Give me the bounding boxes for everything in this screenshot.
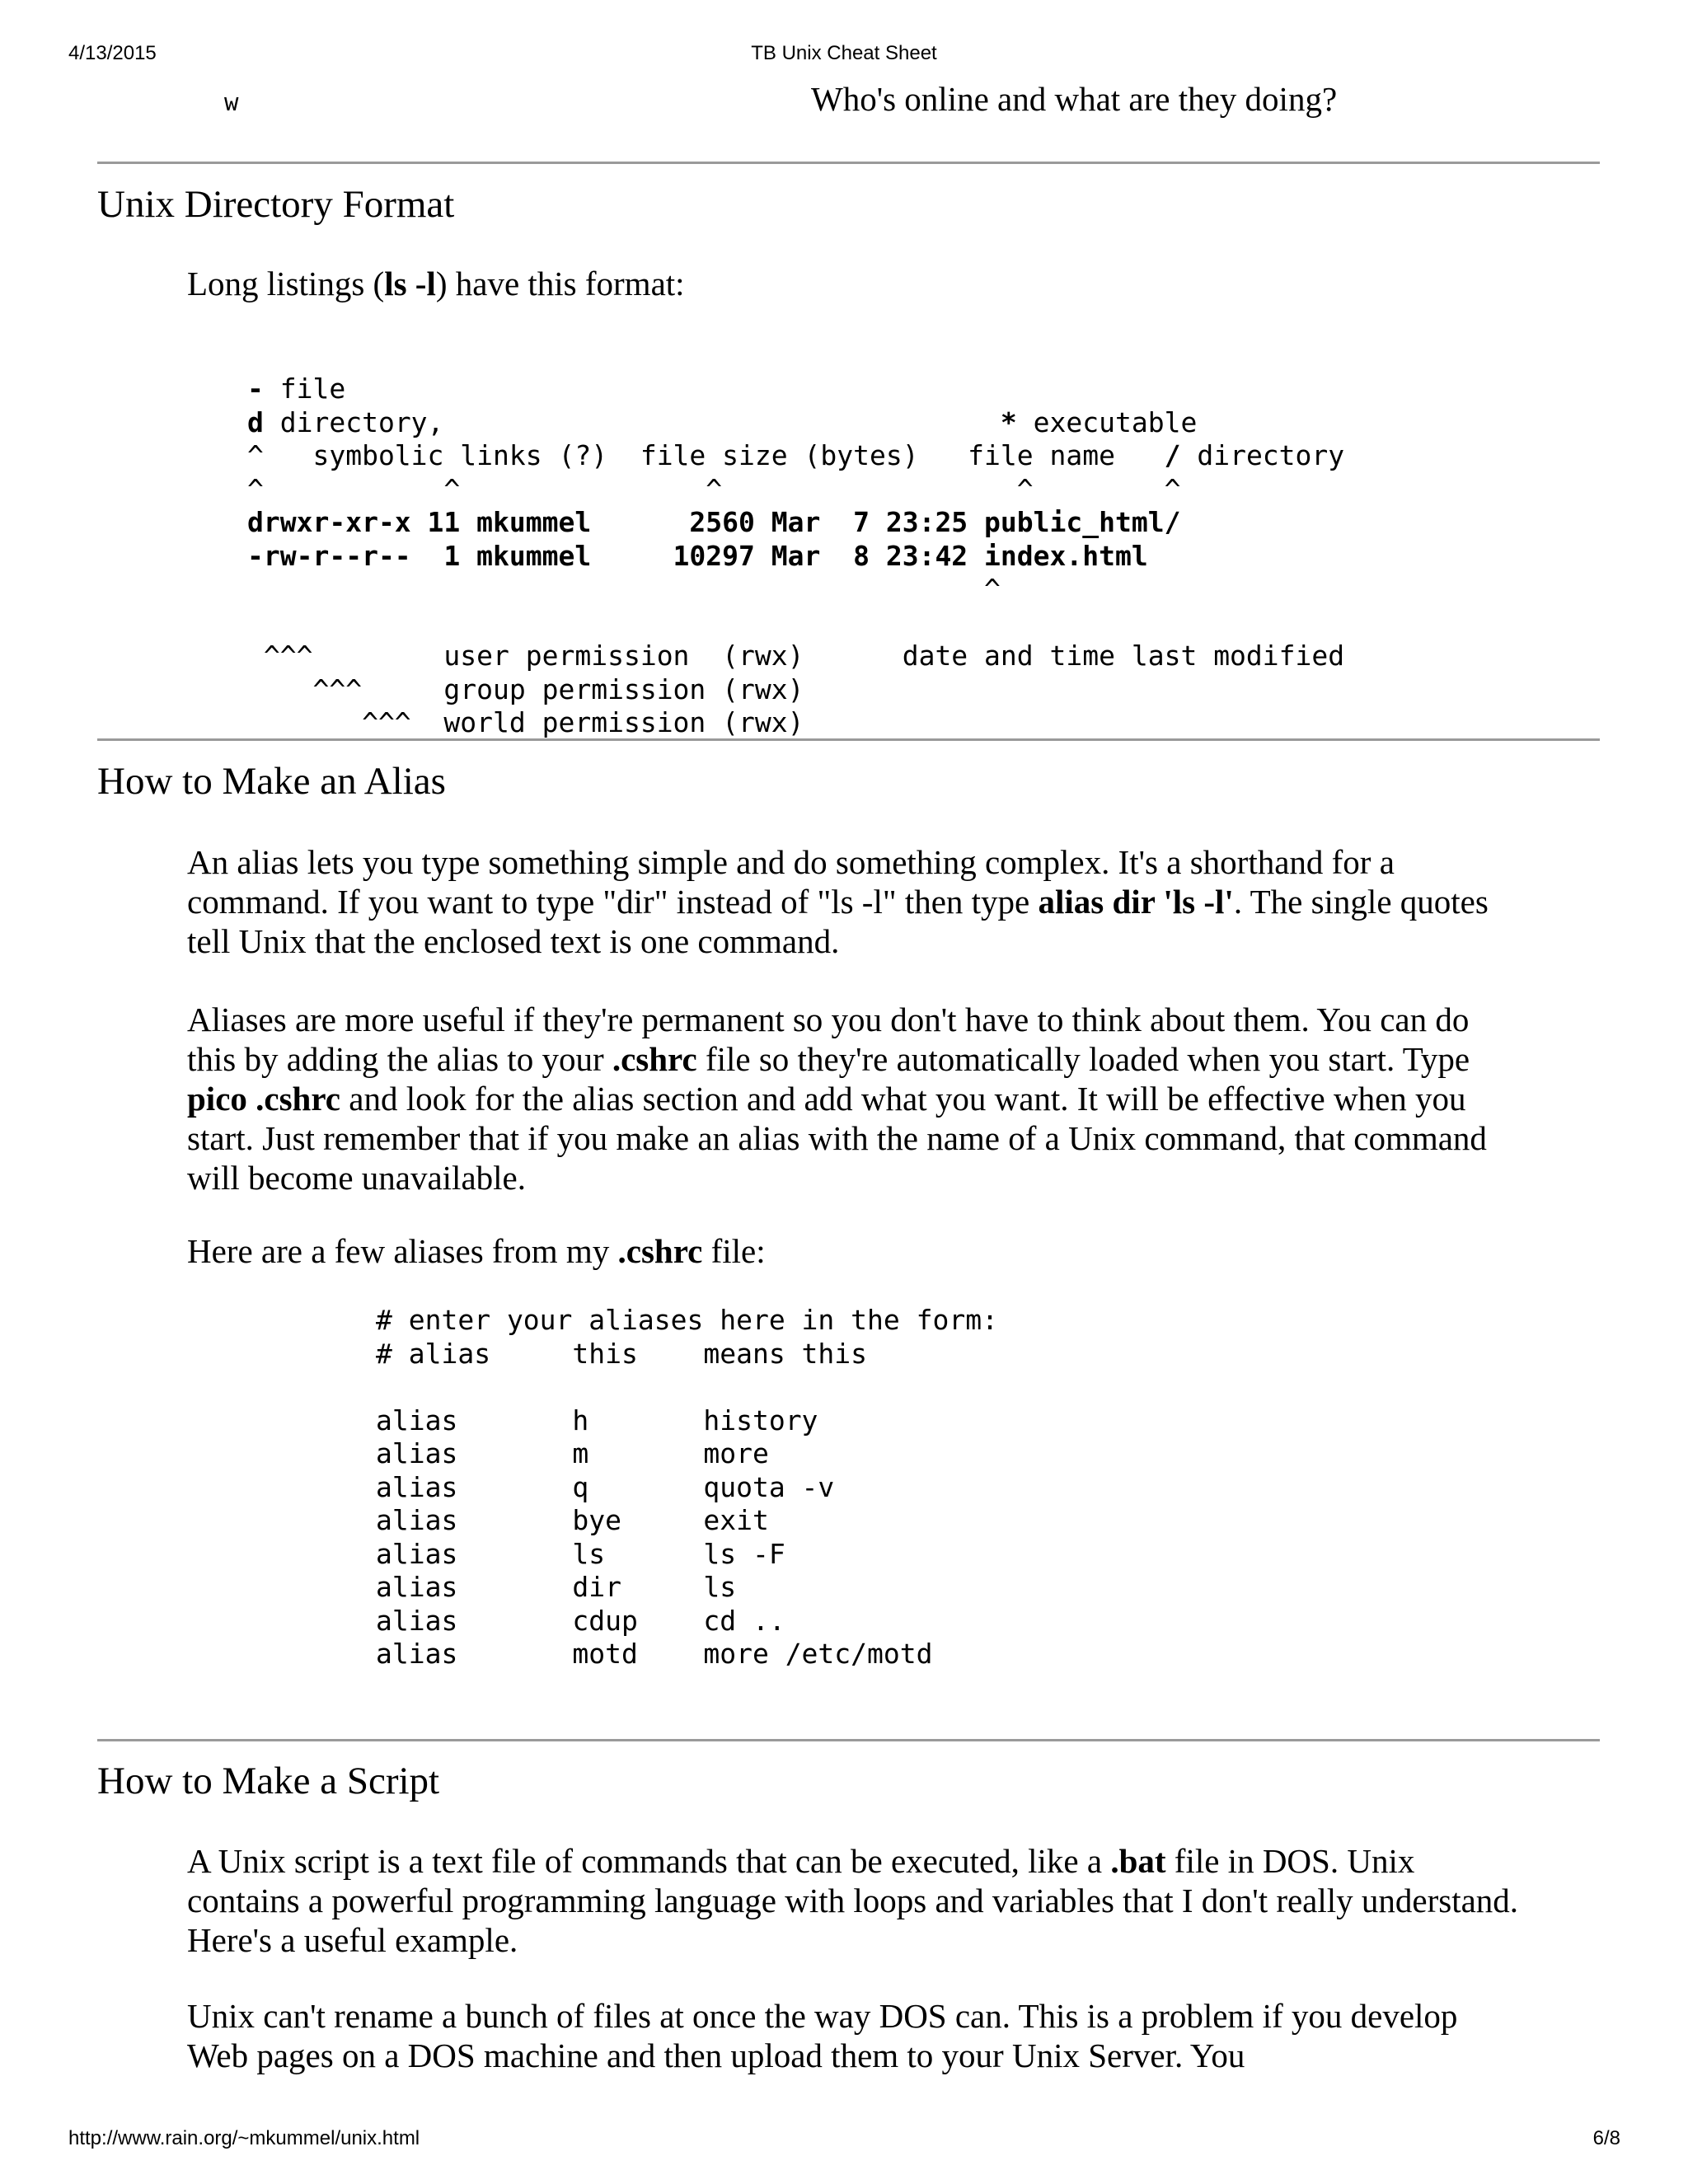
code-line: # enter your aliases here in the form: [376,1304,998,1336]
alias-p2-command: pico .cshrc [187,1080,341,1118]
diagram-text: directory [1180,439,1345,471]
section-heading-alias: How to Make an Alias [97,760,446,803]
diagram-line [247,373,345,405]
alias-paragraph-1 [187,842,1522,961]
script-p1-extension: .bat [1110,1842,1166,1880]
code-line: alias q quota -v [376,1470,835,1503]
alias-paragraph-2 [187,1000,1522,1197]
diagram-bold-text: d [247,405,264,438]
diagram-bold-text: drwxr-xr-x 11 mkummel 2560 Mar 7 23:25 public_html/ [247,506,1181,538]
diagram-text: file [263,373,346,405]
code-line: alias motd more /etc/motd [376,1638,933,1670]
footer-url: http://www.rain.org/~mkummel/unix.html [68,2127,420,2149]
script-p1-text: A Unix script is a text file of commands that can be executed, like a [187,1842,1111,1880]
diagram-line [247,540,1148,572]
alias-p1-command: alias dir 'ls -l' [1038,883,1234,921]
code-line: alias cdup cd .. [376,1604,785,1637]
diagram-line [247,439,1344,471]
divider [97,738,1600,741]
diagram-line [247,573,1001,605]
diagram-line [247,473,1180,505]
directory-format-diagram [247,373,1344,740]
header-title: TB Unix Cheat Sheet [751,42,937,64]
intro-text: Long listings ( [187,265,385,302]
alias-p2-text: Aliases are more useful if they're permanent so you don't have to think about them. You can do this by adding the alias to your [187,1001,1470,1078]
diagram-bold-text: -rw-r--r-- 1 mkummel 10297 Mar 8 23:42 index.html [247,539,1148,572]
diagram-bold-text: / [1164,439,1181,471]
w-command-description: Who's online and what are they doing? [811,80,1338,118]
diagram-bold-text: - [247,373,264,405]
code-line: alias dir ls [376,1571,737,1603]
alias-paragraph-3 [187,1231,1522,1271]
code-line: alias h history [376,1404,818,1436]
alias-p1-text-end: . The single quotes tell Unix that the enclosed text is one command. [187,883,1489,960]
alias-p3-text: Here are a few aliases from my [187,1232,618,1270]
alias-p3-text-end: file: [702,1232,766,1270]
alias-p2-text-mid: file so they're automatically loaded when you start. Type [696,1040,1470,1078]
script-paragraph-1 [187,1841,1522,1960]
diagram-line [247,706,804,738]
w-command-row [0,78,1688,128]
code-line: # alias this means this [376,1337,868,1370]
section-heading-script: How to Make a Script [97,1760,440,1802]
diagram-text: ^^^ group permission (rwx) [247,673,804,705]
divider [97,162,1600,164]
diagram-line [247,640,1344,672]
intro-text-end: ) have this format: [435,265,685,302]
code-line: alias bye exit [376,1504,769,1536]
code-line: alias ls ls -F [376,1537,785,1570]
divider [97,1739,1600,1741]
diagram-text: ^ [247,573,1001,605]
alias-code-block [376,1304,998,1671]
diagram-text: directory, [263,405,1001,438]
diagram-line [247,406,1197,438]
code-line: alias m more [376,1437,769,1469]
footer-page-number: 6/8 [1592,2127,1620,2149]
alias-p2-filename: .cshrc [612,1040,697,1078]
diagram-text: executable [1016,405,1198,438]
script-paragraph-2: Unix can't rename a bunch of files at once the way DOS can. This is a problem if you develop Web pages on a DOS machine and then upload them to your Unix Server. You [187,1997,1458,2074]
diagram-text: ^^^ world permission (rwx) [247,706,804,738]
directory-format-intro [187,264,1522,303]
diagram-line [247,673,804,705]
diagram-line [247,506,1180,538]
alias-p1-text: An alias lets you type something simple and do something complex. It's a shorthand for a command. If you want to type "dir" instead of "ls -l" then type [187,843,1395,921]
intro-command: ls -l [384,265,436,302]
alias-p3-filename: .cshrc [617,1232,703,1270]
diagram-bold-text: * [1000,405,1017,438]
section-heading-directory-format: Unix Directory Format [97,183,455,226]
diagram-text: ^ ^ ^ ^ ^ [247,472,1181,505]
alias-p2-text-end: and look for the alias section and add what you want. It will be effective when you start. Just remember that if you make an alias with the name of a Unix command, that command will become unavailable. [187,1080,1487,1197]
header-date: 4/13/2015 [68,42,157,64]
diagram-text: ^^^ user permission (rwx) date and time last modified [247,640,1345,672]
w-command: w [224,88,239,116]
diagram-text: ^ symbolic links (?) file size (bytes) file name [247,439,1165,471]
script-p1-text-end: file in DOS. Unix contains a powerful programming language with loops and variables that I don't really understand. Here's a useful example. [187,1842,1519,1959]
